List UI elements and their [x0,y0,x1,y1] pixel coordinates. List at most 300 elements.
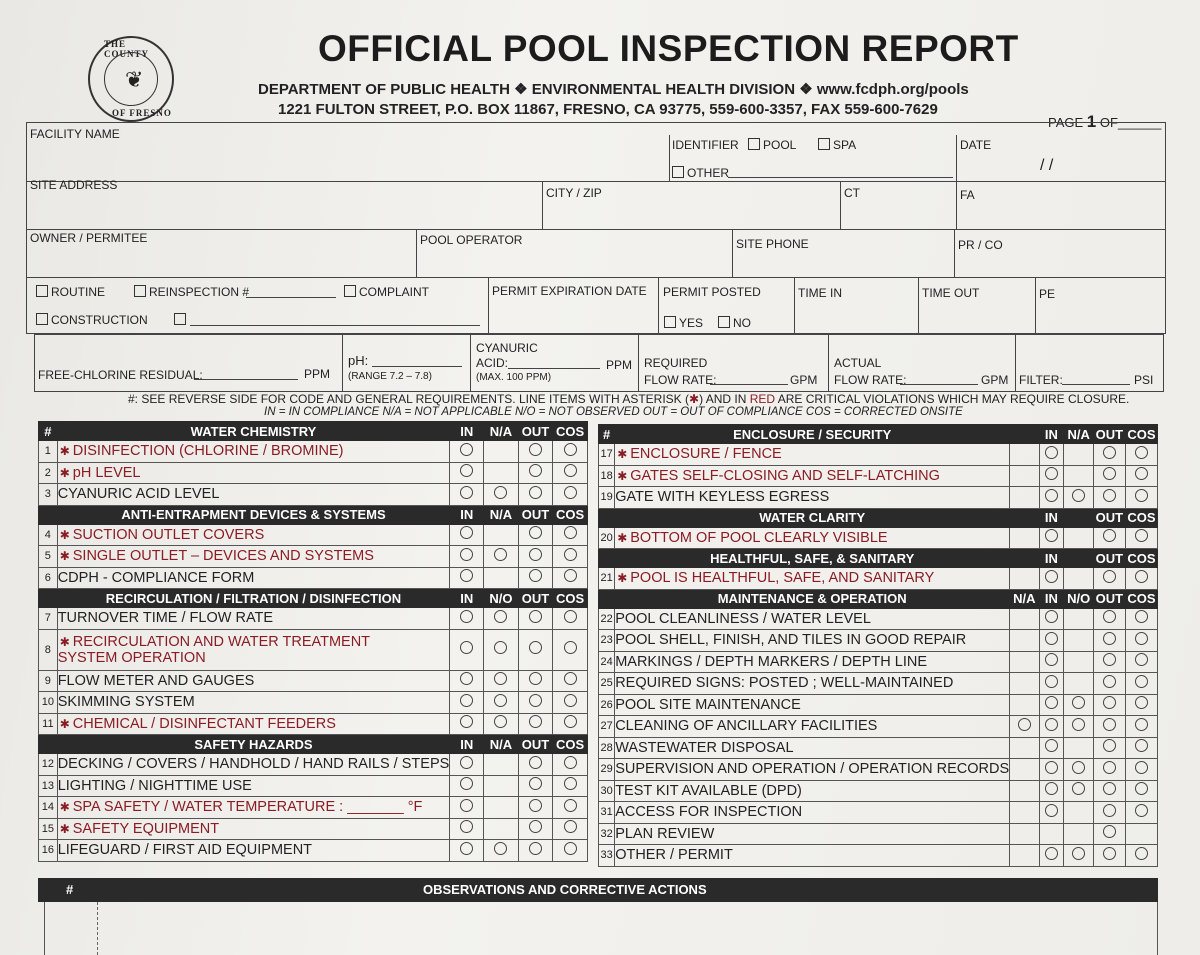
status-cell[interactable] [484,484,518,506]
status-circle-icon[interactable] [564,672,577,685]
status-cell[interactable] [518,546,553,568]
status-cell[interactable] [1125,487,1157,509]
other-line[interactable] [728,177,953,178]
status-circle-icon[interactable] [529,756,542,769]
status-cell[interactable] [553,670,588,692]
item-number: 29 [599,759,615,781]
item-label [615,608,1010,630]
status-circle-icon[interactable] [1103,696,1116,709]
status-cell[interactable] [553,629,588,670]
status-circle-icon[interactable] [1103,761,1116,774]
status-cell [1010,802,1039,824]
status-cell [484,462,518,484]
status-circle-icon[interactable] [564,569,577,582]
permit-no-checkbox[interactable]: NO [718,316,751,330]
status-cell[interactable] [1039,759,1064,781]
status-circle-icon[interactable] [1135,529,1148,542]
status-circle-icon[interactable] [564,842,577,855]
status-circle-icon[interactable] [529,715,542,728]
status-circle-icon[interactable] [1045,847,1058,860]
status-circle-icon[interactable] [1045,446,1058,459]
divider [488,278,489,334]
critical-star-icon: ✱ [59,634,70,649]
status-circle-icon[interactable] [1135,696,1148,709]
status-circle-icon[interactable] [460,486,473,499]
status-cell[interactable] [1064,487,1094,509]
status-cell[interactable] [553,713,588,735]
ph-field[interactable] [372,366,462,367]
item-number: 28 [599,737,615,759]
status-cell[interactable] [1064,694,1094,716]
status-cell[interactable] [1094,608,1126,630]
status-circle-icon[interactable] [1135,675,1148,688]
status-cell[interactable] [1064,845,1094,867]
status-cell[interactable] [450,484,484,506]
status-cell [1064,823,1094,845]
left-checklist-table [38,421,588,862]
item-number: 10 [39,692,58,714]
status-cell[interactable] [1125,673,1157,695]
divider [954,230,955,278]
observations-area[interactable] [44,902,1158,955]
status-circle-icon[interactable] [564,610,577,623]
permit-yes-checkbox[interactable]: YES [664,316,703,330]
status-circle-icon[interactable] [529,464,542,477]
status-cell[interactable] [1094,694,1126,716]
status-circle-icon[interactable] [529,443,542,456]
status-circle-icon[interactable] [1045,675,1058,688]
complaint-checkbox[interactable]: COMPLAINT [344,285,429,299]
status-circle-icon[interactable] [564,715,577,728]
status-circle-icon[interactable] [564,548,577,561]
status-cell[interactable] [1039,465,1064,487]
status-cell[interactable] [1094,780,1126,802]
status-cell[interactable] [1094,568,1126,590]
column-header: COS [553,422,588,441]
status-cell[interactable] [1125,694,1157,716]
status-circle-icon[interactable] [1135,467,1148,480]
status-cell [1010,651,1039,673]
filter-label: FILTER: [1019,373,1063,387]
status-circle-icon[interactable] [460,842,473,855]
status-cell[interactable] [450,670,484,692]
status-cell[interactable] [484,629,518,670]
status-circle-icon[interactable] [494,548,507,561]
status-circle-icon[interactable] [1135,761,1148,774]
status-cell[interactable] [1125,716,1157,738]
status-circle-icon[interactable] [460,548,473,561]
status-cell[interactable] [450,775,484,797]
status-cell[interactable] [553,754,588,776]
status-cell[interactable] [1039,527,1064,549]
status-circle-icon[interactable] [1072,847,1085,860]
status-cell[interactable] [1039,694,1064,716]
status-cell[interactable] [553,441,588,463]
status-cell[interactable] [1125,845,1157,867]
status-cell[interactable] [450,797,484,819]
status-cell[interactable] [450,524,484,546]
status-cell[interactable] [518,797,553,819]
status-circle-icon[interactable] [529,641,542,654]
status-circle-icon[interactable] [1103,570,1116,583]
status-cell[interactable] [1094,487,1126,509]
status-cell[interactable] [1039,568,1064,590]
status-cell[interactable] [1125,527,1157,549]
status-cell[interactable] [553,567,588,589]
status-cell[interactable] [1094,737,1126,759]
status-cell[interactable] [1125,465,1157,487]
status-cell[interactable] [518,754,553,776]
ppm-unit: PPM [304,367,331,381]
status-circle-icon[interactable] [494,486,507,499]
status-circle-icon[interactable] [1103,653,1116,666]
status-circle-icon[interactable] [529,777,542,790]
checklist-row [39,608,588,630]
status-circle-icon[interactable] [1103,782,1116,795]
status-cell[interactable] [450,754,484,776]
status-cell[interactable] [1039,716,1064,738]
item-label [57,484,450,506]
status-cell[interactable] [553,797,588,819]
status-circle-icon[interactable] [529,548,542,561]
spa-checkbox[interactable]: SPA [818,138,856,152]
status-cell[interactable] [1039,780,1064,802]
status-circle-icon[interactable] [564,486,577,499]
checklist-row [599,465,1158,487]
status-circle-icon[interactable] [1103,825,1116,838]
observations-divider [97,902,98,955]
status-circle-icon[interactable] [1072,782,1085,795]
routine-checkbox[interactable]: ROUTINE [36,285,105,299]
status-circle-icon[interactable] [494,694,507,707]
ppm-unit-2: PPM [606,358,633,372]
item-number: 15 [39,818,58,840]
reinspection-checkbox[interactable]: REINSPECTION # [134,285,249,299]
status-cell[interactable] [553,840,588,862]
status-cell[interactable] [450,608,484,630]
status-circle-icon[interactable] [460,526,473,539]
section-title: ENCLOSURE / SECURITY [615,425,1010,444]
status-circle-icon[interactable] [1103,675,1116,688]
status-circle-icon[interactable] [1072,489,1085,502]
divider [26,277,1166,278]
status-cell[interactable] [1125,630,1157,652]
status-circle-icon[interactable] [460,610,473,623]
status-cell[interactable] [1039,651,1064,673]
status-circle-icon[interactable] [564,694,577,707]
status-circle-icon[interactable] [1045,632,1058,645]
status-cell[interactable] [484,608,518,630]
status-circle-icon[interactable] [529,694,542,707]
status-circle-icon[interactable] [1135,782,1148,795]
status-cell[interactable] [1039,737,1064,759]
status-circle-icon[interactable] [460,777,473,790]
status-circle-icon[interactable] [1135,610,1148,623]
status-cell[interactable] [1039,608,1064,630]
status-cell[interactable] [450,441,484,463]
status-circle-icon[interactable] [1135,739,1148,752]
divider [342,334,343,392]
status-circle-icon[interactable] [1135,446,1148,459]
status-cell[interactable] [1125,737,1157,759]
status-circle-icon[interactable] [460,569,473,582]
status-cell[interactable] [450,462,484,484]
status-circle-icon[interactable] [460,641,473,654]
status-circle-icon[interactable] [1103,467,1116,480]
status-cell[interactable] [1094,630,1126,652]
status-cell [484,775,518,797]
status-cell[interactable] [518,818,553,840]
status-cell[interactable] [1064,759,1094,781]
status-circle-icon[interactable] [529,799,542,812]
status-circle-icon[interactable] [564,799,577,812]
status-cell[interactable] [1039,673,1064,695]
status-circle-icon[interactable] [1045,804,1058,817]
status-cell[interactable] [484,840,518,862]
status-circle-icon[interactable] [1103,446,1116,459]
compliance-key: IN = IN COMPLIANCE N/A = NOT APPLICABLE N/O = NOT OBSERVED OUT = OUT OF COMPLIANCE COS = CORRECTED ONSITE [264,406,963,418]
status-cell[interactable] [484,546,518,568]
status-circle-icon[interactable] [1018,718,1031,731]
divider [918,278,919,334]
seal-bottom-text: OF FRESNO [112,108,172,118]
status-cell[interactable] [1125,780,1157,802]
status-circle-icon[interactable] [1135,718,1148,731]
status-cell[interactable] [450,567,484,589]
status-cell[interactable] [518,629,553,670]
status-circle-icon[interactable] [529,842,542,855]
status-circle-icon[interactable] [1045,529,1058,542]
status-cell[interactable] [518,713,553,735]
status-circle-icon[interactable] [529,820,542,833]
status-circle-icon[interactable] [1135,570,1148,583]
status-cell[interactable] [518,775,553,797]
item-number: 22 [599,608,615,630]
status-cell[interactable] [1039,444,1064,466]
item-label [615,823,1010,845]
status-cell[interactable] [450,692,484,714]
act-flow-field[interactable] [900,384,978,385]
status-circle-icon[interactable] [1045,739,1058,752]
status-circle-icon[interactable] [1045,570,1058,583]
status-circle-icon[interactable] [1072,761,1085,774]
status-cell[interactable] [1039,487,1064,509]
status-circle-icon[interactable] [529,569,542,582]
construction-checkbox[interactable]: CONSTRUCTION [36,313,148,327]
status-circle-icon[interactable] [1135,489,1148,502]
critical-star-icon: ✱ [617,530,628,545]
status-cell [1064,737,1094,759]
status-circle-icon[interactable] [529,610,542,623]
status-circle-icon[interactable] [1103,739,1116,752]
other-type-line[interactable] [190,325,480,326]
status-circle-icon[interactable] [1135,804,1148,817]
status-cell[interactable] [553,692,588,714]
status-circle-icon[interactable] [1045,696,1058,709]
item-label [57,567,450,589]
status-cell[interactable] [518,441,553,463]
status-cell[interactable] [450,840,484,862]
status-cell[interactable] [484,692,518,714]
status-cell [1010,630,1039,652]
status-circle-icon[interactable] [564,820,577,833]
checklist-row [39,797,588,819]
status-cell[interactable] [1125,608,1157,630]
checklist-row [39,818,588,840]
status-cell[interactable] [450,546,484,568]
column-header: OUT [1094,549,1126,568]
status-cell[interactable] [1094,759,1126,781]
status-cell[interactable] [518,567,553,589]
status-cell[interactable] [1125,759,1157,781]
status-cell [1064,527,1094,549]
status-cell[interactable] [1125,444,1157,466]
status-cell[interactable] [450,713,484,735]
status-cell[interactable] [1094,651,1126,673]
status-circle-icon[interactable] [494,842,507,855]
status-cell[interactable] [518,524,553,546]
status-cell[interactable] [1094,465,1126,487]
item-number: 12 [39,754,58,776]
seal-top-text: THE COUNTY [104,39,150,59]
status-cell[interactable] [518,608,553,630]
status-cell[interactable] [1064,716,1094,738]
req-flow-field[interactable] [710,384,788,385]
status-cell[interactable] [1039,630,1064,652]
status-circle-icon[interactable] [1045,761,1058,774]
critical-star-icon: ✱ [617,447,628,462]
status-cell[interactable] [553,462,588,484]
status-cell[interactable] [484,713,518,735]
status-circle-icon[interactable] [564,756,577,769]
status-cell[interactable] [553,484,588,506]
status-circle-icon[interactable] [1103,632,1116,645]
status-circle-icon[interactable] [1103,529,1116,542]
status-circle-icon[interactable] [1045,782,1058,795]
critical-star-icon: ✱ [59,444,70,459]
other-type-checkbox[interactable] [174,313,189,327]
status-circle-icon[interactable] [1045,718,1058,731]
column-header: IN [1039,589,1064,608]
status-circle-icon[interactable] [494,672,507,685]
status-circle-icon[interactable] [564,443,577,456]
pool-checkbox[interactable]: POOL [748,138,796,152]
status-circle-icon[interactable] [1045,653,1058,666]
status-circle-icon[interactable] [564,641,577,654]
status-circle-icon[interactable] [529,672,542,685]
status-circle-icon[interactable] [494,715,507,728]
status-circle-icon[interactable] [460,694,473,707]
status-cell[interactable] [553,608,588,630]
status-circle-icon[interactable] [460,443,473,456]
status-cell[interactable] [1064,780,1094,802]
status-cell[interactable] [1125,568,1157,590]
status-circle-icon[interactable] [1045,489,1058,502]
status-circle-icon[interactable] [1103,718,1116,731]
reinspection-line[interactable] [246,297,336,298]
status-circle-icon[interactable] [529,486,542,499]
status-cell[interactable] [1039,802,1064,824]
section-title: SAFETY HAZARDS [57,735,450,754]
status-circle-icon[interactable] [460,799,473,812]
status-cell [484,818,518,840]
status-cell[interactable] [1094,845,1126,867]
status-cell [1064,608,1094,630]
status-cell[interactable] [1094,716,1126,738]
status-circle-icon[interactable] [1135,847,1148,860]
status-cell [484,754,518,776]
status-circle-icon[interactable] [460,672,473,685]
status-cell[interactable] [1094,802,1126,824]
status-cell[interactable] [1039,845,1064,867]
status-cell[interactable] [484,670,518,692]
status-cell[interactable] [1125,802,1157,824]
status-circle-icon[interactable] [1103,847,1116,860]
status-cell[interactable] [553,524,588,546]
status-circle-icon[interactable] [1072,696,1085,709]
status-cell[interactable] [1094,527,1126,549]
status-circle-icon[interactable] [1103,804,1116,817]
status-circle-icon[interactable] [529,526,542,539]
date-field[interactable]: / / [1040,157,1054,174]
status-cell[interactable] [553,546,588,568]
status-circle-icon[interactable] [1045,467,1058,480]
cyanuric-field[interactable] [508,368,600,369]
other-checkbox[interactable]: OTHER [672,166,729,180]
status-circle-icon[interactable] [460,715,473,728]
status-cell[interactable] [1010,716,1039,738]
status-circle-icon[interactable] [460,756,473,769]
status-cell[interactable] [518,484,553,506]
status-cell[interactable] [1094,444,1126,466]
status-cell[interactable] [518,670,553,692]
status-circle-icon[interactable] [1135,632,1148,645]
status-circle-icon[interactable] [1045,610,1058,623]
status-cell[interactable] [1094,673,1126,695]
item-label-text: SAFETY EQUIPMENT [72,820,220,837]
item-label-text: SUPERVISION AND OPERATION / OPERATION RECORDS [615,761,1010,778]
status-circle-icon[interactable] [1072,718,1085,731]
status-circle-icon[interactable] [460,464,473,477]
status-cell [1039,823,1064,845]
status-circle-icon[interactable] [1103,610,1116,623]
status-cell[interactable] [518,840,553,862]
item-label [57,462,450,484]
status-cell[interactable] [1125,651,1157,673]
status-circle-icon[interactable] [564,464,577,477]
status-circle-icon[interactable] [494,610,507,623]
filter-field[interactable] [1062,384,1130,385]
status-cell[interactable] [518,462,553,484]
status-circle-icon[interactable] [494,641,507,654]
status-cell[interactable] [553,818,588,840]
status-circle-icon[interactable] [1103,489,1116,502]
status-cell[interactable] [518,692,553,714]
status-circle-icon[interactable] [1135,653,1148,666]
status-cell[interactable] [450,818,484,840]
ph-range: (RANGE 7.2 – 7.8) [348,371,432,382]
status-circle-icon[interactable] [460,820,473,833]
status-cell[interactable] [450,629,484,670]
checklist-row [39,754,588,776]
section-header [39,735,588,754]
free-chlorine-field[interactable] [194,379,298,380]
item-label [57,818,450,840]
status-circle-icon[interactable] [564,526,577,539]
status-circle-icon[interactable] [564,777,577,790]
status-cell[interactable] [1094,823,1126,845]
status-cell[interactable] [553,775,588,797]
